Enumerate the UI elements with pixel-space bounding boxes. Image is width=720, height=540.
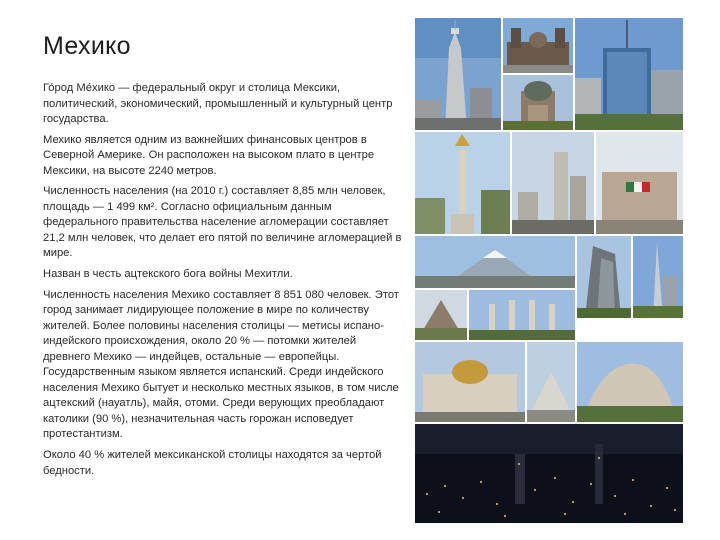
paragraph: Около 40 % жителей мексиканской столицы находятся за чертой бедности.	[43, 449, 382, 477]
paragraph: Мехико является одним из важнейших финансовых центров в Северной Америке. Он расположен на высоком плато в центре Мексики, на высоте 2240 метров.	[43, 133, 375, 177]
photo-chapultepec-monument	[469, 290, 575, 340]
photo-national-auditorium	[577, 342, 683, 422]
photo-museum-sculpture	[527, 342, 575, 422]
slide-body	[43, 81, 403, 484]
slide-title: Мехико	[43, 32, 131, 60]
photo-monument-revolution	[503, 75, 573, 130]
photo-city-street	[512, 132, 594, 234]
paragraph: Численность населения Мехико составляет 8 851 080 человек. Этот город занимает лидирующее положение в мире по количеству жителей. Более половины населения столицы — метисы испано-индейского происхождения, около 20 % — потомки жителей древнего Мехико — индейцев, остальные — европейцы. Государственным языком является испанский. Среди индейского населения Мехико бытует и несколько местных языков, в том числе ацтекский (науатль), майя, отоми. Среди верующих преобладают католики (90 %), незначительная часть горожан исповедует протестантизм.	[43, 288, 399, 441]
photo-glass-tower	[575, 18, 683, 130]
photo-modern-building	[577, 236, 631, 318]
paragraph: Го́род Ме́хико — федеральный округ и столица Мексики, политический, экономический, промышленный и культурный центр государства.	[43, 82, 393, 126]
photo-pyramid-ruins	[415, 290, 467, 340]
photo-skyscraper-tower	[415, 18, 501, 130]
photo-night-skyline	[415, 424, 683, 523]
photo-cathedral	[503, 18, 573, 73]
paragraph: Численность населения (на 2010 г.) составляет 8,85 млн человек, площадь — 1 499 км². Согласно официальным данным федерального правительства население агломерации составляет 21,2 млн человек, что делает его пятой по величине агломерацией в мире.	[43, 185, 402, 260]
photo-angel-independence	[415, 132, 510, 234]
paragraph: Назван в честь ацтекского бога войны Мехитли.	[43, 268, 293, 281]
photo-collage	[415, 18, 683, 523]
photo-zocalo-flag	[596, 132, 683, 234]
photo-volcano-city	[415, 236, 575, 288]
photo-spire-tower	[633, 236, 683, 318]
photo-palace-fine-arts	[415, 342, 525, 422]
